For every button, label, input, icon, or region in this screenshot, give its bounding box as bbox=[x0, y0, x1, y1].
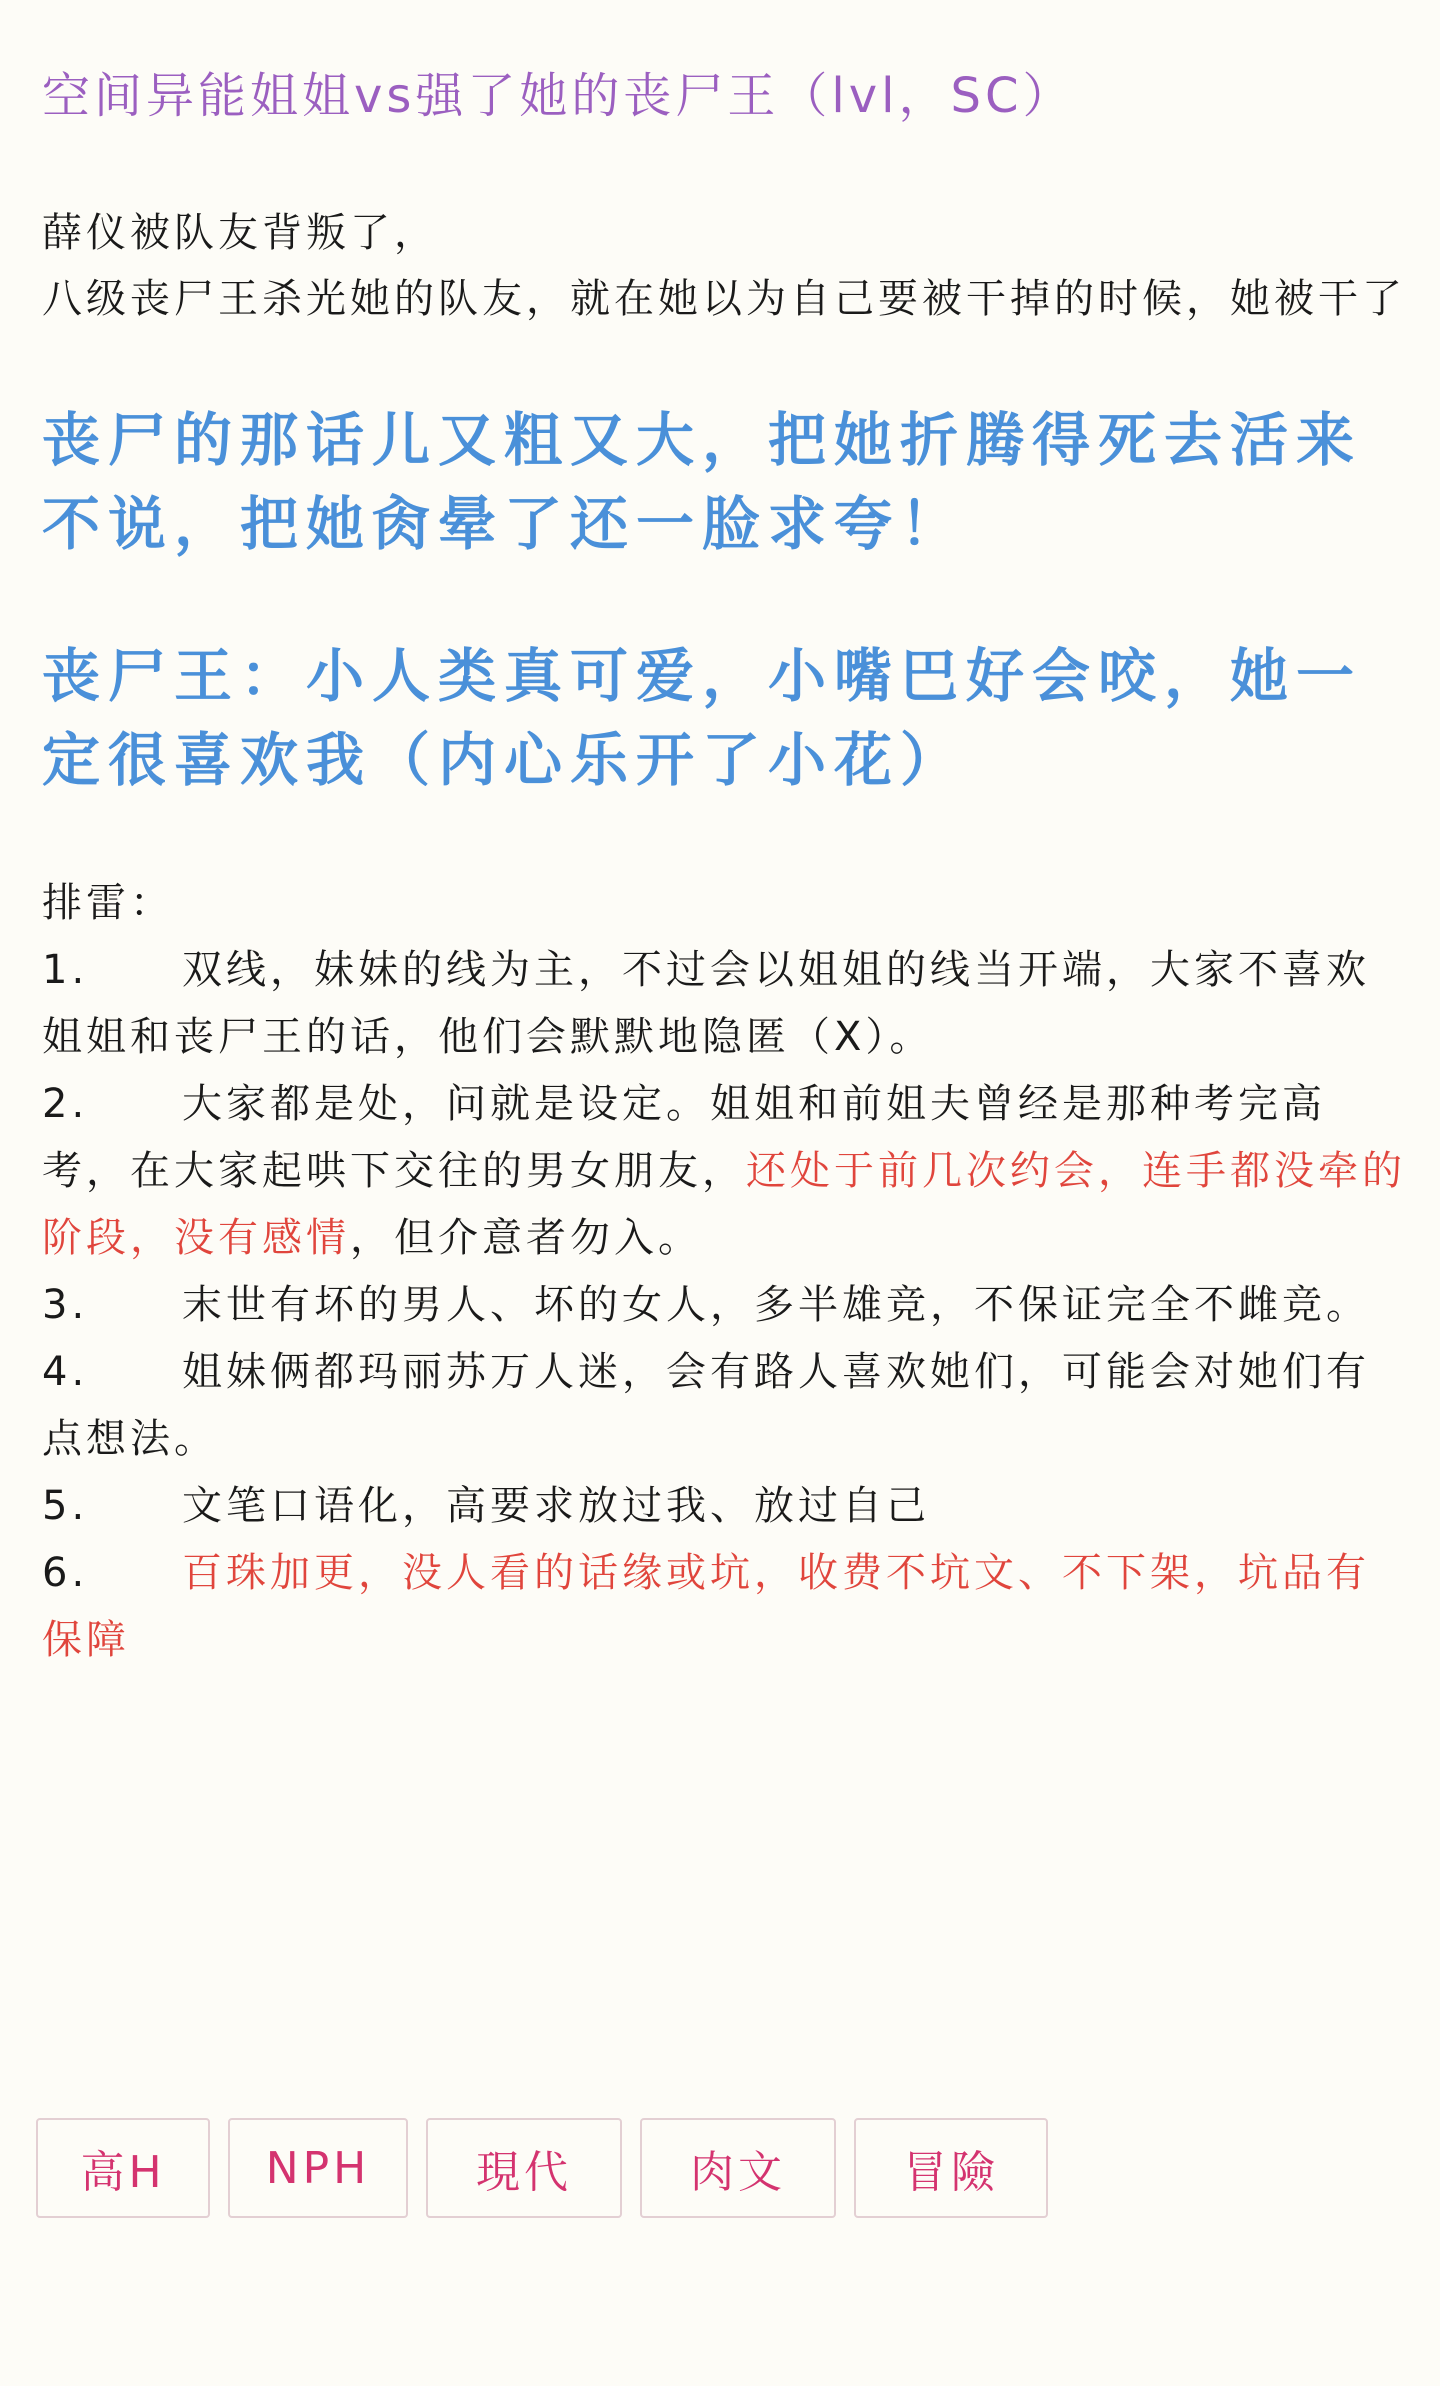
warnings-section bbox=[42, 870, 1412, 1674]
tag-high-h[interactable]: 高H bbox=[36, 2118, 210, 2218]
tag-modern[interactable]: 現代 bbox=[426, 2118, 622, 2218]
tag-adventure[interactable]: 冒險 bbox=[854, 2118, 1048, 2218]
warning-highlight: 还处于前几次约会，连手都没牵的阶段，没有感情 bbox=[42, 1148, 1406, 1261]
tag-list bbox=[36, 2118, 1048, 2222]
intro-text bbox=[42, 200, 1412, 332]
warning-item-5 bbox=[42, 1473, 1412, 1540]
warning-number: 5. bbox=[42, 1483, 89, 1529]
warning-number: 1. bbox=[42, 947, 89, 993]
warning-item-1 bbox=[42, 937, 1412, 1071]
warning-text: 末世有坏的男人、坏的女人，多半雄竞，不保证完全不雌竞。 bbox=[182, 1282, 1370, 1328]
warning-tail: ，但介意者勿入。 bbox=[350, 1215, 702, 1261]
warning-highlight: 百珠加更，没人看的话缘或坑，收费不坑文、不下架，坑品有保障 bbox=[42, 1550, 1370, 1663]
warning-item-3 bbox=[42, 1272, 1412, 1339]
warning-number: 3. bbox=[42, 1282, 89, 1328]
warning-text: 文笔口语化，高要求放过我、放过自己 bbox=[182, 1483, 930, 1529]
warning-number: 4. bbox=[42, 1349, 89, 1395]
warnings-heading: 排雷： bbox=[42, 880, 174, 926]
warning-text: 姐妹俩都玛丽苏万人迷，会有路人喜欢她们，可能会对她们有点想法。 bbox=[42, 1349, 1370, 1462]
blurb-2: 丧尸王：小人类真可爱，小嘴巴好会咬，她一定很喜欢我（内心乐开了小花） bbox=[42, 642, 1363, 794]
warning-item-6 bbox=[42, 1540, 1412, 1674]
warning-item-4 bbox=[42, 1339, 1412, 1473]
intro-line-1: 薛仪被队友背叛了， bbox=[42, 210, 438, 256]
warning-number: 2. bbox=[42, 1081, 89, 1127]
warning-item-2 bbox=[42, 1071, 1412, 1272]
blurb-1: 丧尸的那话儿又粗又大，把她折腾得死去活来不说，把她肏晕了还一脸求夸！ bbox=[42, 406, 1363, 558]
story-title: 空间异能姐姐vs强了她的丧尸王（lvl，SC） bbox=[42, 68, 1075, 124]
warning-number: 6. bbox=[42, 1550, 89, 1596]
tag-nph[interactable]: NPH bbox=[228, 2118, 408, 2218]
warning-text: 大家都是处，问就是设定。姐姐和前姐夫曾经是那种考完高考，在大家起哄下交往的男女朋友， bbox=[42, 1081, 1326, 1194]
tag-erotica[interactable]: 肉文 bbox=[640, 2118, 836, 2218]
warning-text: 双线，妹妹的线为主，不过会以姐姐的线当开端，大家不喜欢姐姐和丧尸王的话，他们会默默地隐匿（X）。 bbox=[42, 947, 1370, 1060]
intro-line-2: 八级丧尸王杀光她的队友，就在她以为自己要被干掉的时候，她被干了 bbox=[42, 276, 1406, 322]
